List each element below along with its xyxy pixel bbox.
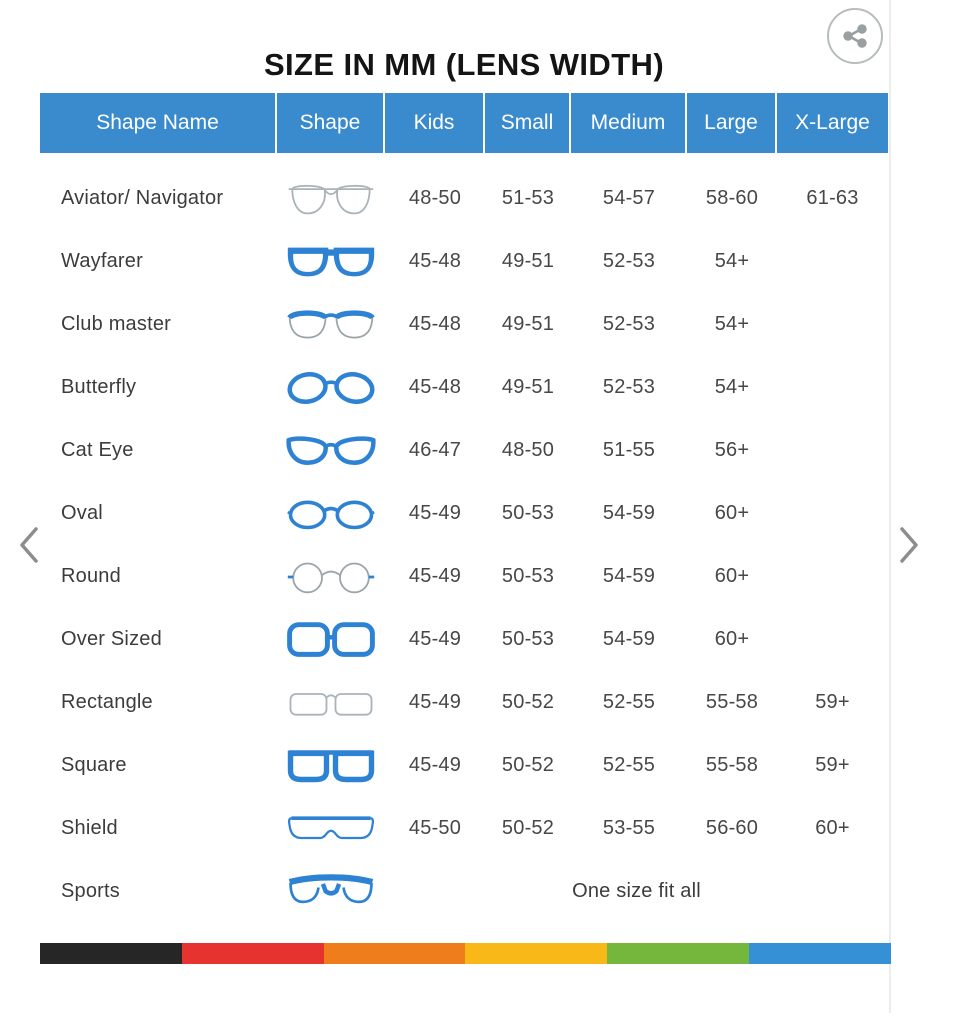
- clubmaster-icon: [277, 302, 385, 348]
- table-row: [40, 419, 888, 482]
- stripe-segment-black: [40, 943, 182, 964]
- column-header-medium: Medium: [571, 93, 687, 153]
- small-size: 50-53: [501, 628, 555, 650]
- shape-name-label: Club master: [61, 313, 172, 335]
- column-header-xlarge: X-Large: [777, 93, 888, 153]
- table-row: [40, 482, 888, 545]
- kids-size: 45-49: [408, 628, 462, 650]
- medium-size: 53-55: [602, 817, 656, 839]
- large-size: 60+: [714, 502, 750, 524]
- one-size-note: One size fit all: [572, 880, 701, 902]
- table-row: [40, 860, 888, 923]
- kids-size: 45-49: [408, 691, 462, 713]
- size-chart-table: [40, 93, 888, 923]
- stripe-segment-orange: [324, 943, 466, 964]
- kids-size: 45-49: [408, 502, 462, 524]
- small-size: 50-53: [501, 565, 555, 587]
- large-size: 54+: [714, 313, 750, 335]
- stripe-segment-green: [607, 943, 749, 964]
- square-icon: [277, 743, 385, 789]
- table-row: [40, 797, 888, 860]
- large-size: 56+: [714, 439, 750, 461]
- shield-icon: [277, 806, 385, 852]
- kids-size: 45-49: [408, 565, 462, 587]
- brand-color-stripe: [40, 943, 891, 964]
- small-size: 49-51: [501, 250, 555, 272]
- kids-size: 46-47: [408, 439, 462, 461]
- butterfly-icon: [277, 365, 385, 411]
- carousel-next-button[interactable]: [896, 522, 926, 568]
- column-header-kids: Kids: [385, 93, 485, 153]
- shape-name-label: Butterfly: [61, 376, 137, 398]
- medium-size: 54-57: [602, 187, 656, 209]
- stripe-segment-yellow: [465, 943, 607, 964]
- shape-name-label: Square: [61, 754, 127, 776]
- xlarge-size: 60+: [815, 817, 850, 839]
- stripe-segment-blue: [749, 943, 891, 964]
- large-size: 55-58: [705, 691, 759, 713]
- small-size: 49-51: [501, 313, 555, 335]
- chevron-right-icon: [896, 523, 926, 567]
- small-size: 50-53: [501, 502, 555, 524]
- table-row: [40, 545, 888, 608]
- kids-size: 45-48: [408, 250, 462, 272]
- medium-size: 54-59: [602, 628, 656, 650]
- column-header-shape-name: Shape Name: [40, 93, 277, 153]
- xlarge-size: 59+: [815, 691, 850, 713]
- medium-size: 54-59: [602, 502, 656, 524]
- kids-size: 45-49: [408, 754, 462, 776]
- shape-name-label: Round: [61, 565, 121, 587]
- large-size: 54+: [714, 250, 750, 272]
- cateye-icon: [277, 428, 385, 474]
- table-row: [40, 167, 888, 230]
- table-row: [40, 671, 888, 734]
- xlarge-size: 59+: [815, 754, 850, 776]
- large-size: 54+: [714, 376, 750, 398]
- small-size: 50-52: [501, 691, 555, 713]
- medium-size: 52-55: [602, 691, 656, 713]
- shape-name-label: Over Sized: [61, 628, 162, 650]
- medium-size: 52-55: [602, 754, 656, 776]
- large-size: 60+: [714, 628, 750, 650]
- sports-icon: [277, 869, 385, 915]
- large-size: 58-60: [705, 187, 759, 209]
- small-size: 51-53: [501, 187, 555, 209]
- large-size: 60+: [714, 565, 750, 587]
- carousel-prev-button[interactable]: [16, 522, 46, 568]
- table-row: [40, 230, 888, 293]
- table-row: [40, 608, 888, 671]
- wayfarer-icon: [277, 239, 385, 285]
- medium-size: 51-55: [602, 439, 656, 461]
- oversized-icon: [277, 617, 385, 663]
- slide-divider: [889, 0, 891, 1013]
- table-row: [40, 293, 888, 356]
- kids-size: 45-48: [408, 376, 462, 398]
- large-size: 55-58: [705, 754, 759, 776]
- shape-name-label: Sports: [61, 880, 121, 902]
- small-size: 48-50: [501, 439, 555, 461]
- shape-name-label: Cat Eye: [61, 439, 134, 461]
- medium-size: 54-59: [602, 565, 656, 587]
- round-icon: [277, 554, 385, 600]
- shape-name-label: Wayfarer: [61, 250, 143, 272]
- medium-size: 52-53: [602, 250, 656, 272]
- share-button[interactable]: [827, 8, 883, 64]
- page-title: SIZE IN MM (LENS WIDTH): [263, 46, 665, 82]
- table-body: [40, 167, 888, 923]
- xlarge-size: 61-63: [806, 187, 859, 209]
- column-header-shape: Shape: [277, 93, 385, 153]
- small-size: 49-51: [501, 376, 555, 398]
- medium-size: 52-53: [602, 376, 656, 398]
- shape-name-label: Shield: [61, 817, 118, 839]
- chevron-left-icon: [16, 523, 46, 567]
- table-header-row: [40, 93, 888, 153]
- rectangle-icon: [277, 680, 385, 726]
- shape-name-label: Oval: [61, 502, 103, 524]
- medium-size: 52-53: [602, 313, 656, 335]
- oval-icon: [277, 491, 385, 537]
- table-row: [40, 356, 888, 419]
- share-icon: [840, 21, 870, 51]
- kids-size: 45-48: [408, 313, 462, 335]
- small-size: 50-52: [501, 817, 555, 839]
- column-header-small: Small: [485, 93, 571, 153]
- small-size: 50-52: [501, 754, 555, 776]
- stripe-segment-red: [182, 943, 324, 964]
- kids-size: 45-50: [408, 817, 462, 839]
- kids-size: 48-50: [408, 187, 462, 209]
- table-row: [40, 734, 888, 797]
- aviator-icon: [277, 176, 385, 222]
- shape-name-label: Aviator/ Navigator: [61, 187, 224, 209]
- large-size: 56-60: [705, 817, 759, 839]
- column-header-large: Large: [687, 93, 777, 153]
- shape-name-label: Rectangle: [61, 691, 153, 713]
